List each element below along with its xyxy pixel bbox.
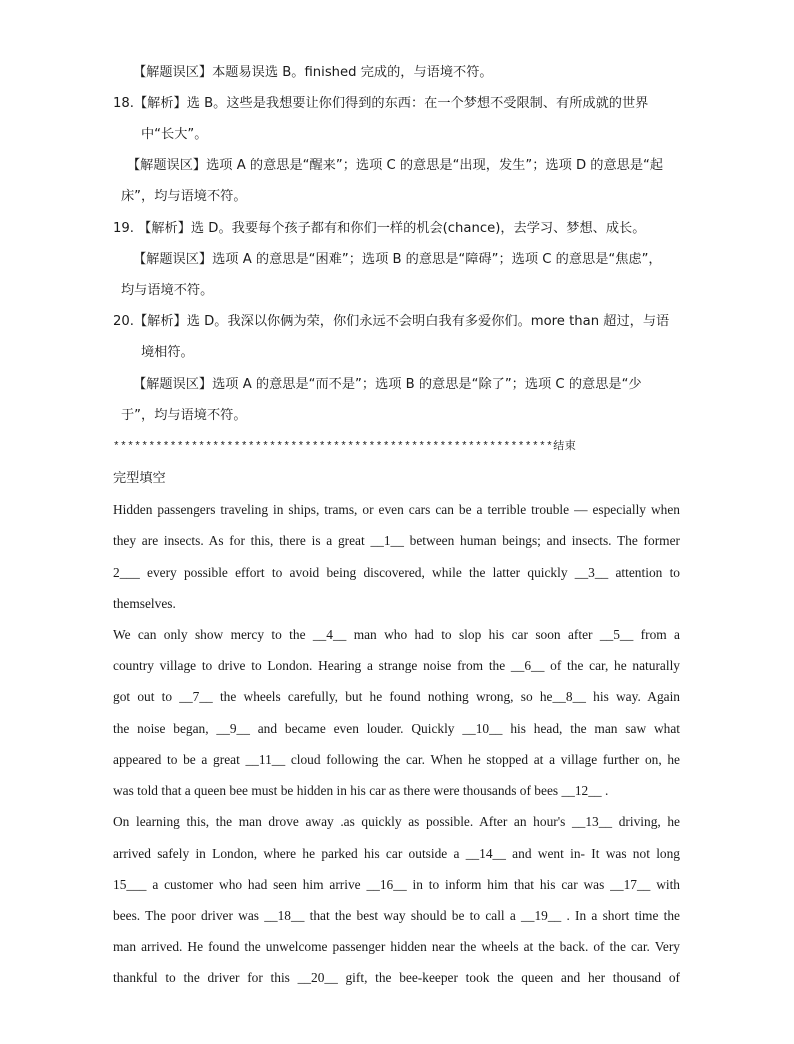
explanation-line: 均与语境不符。	[121, 283, 214, 298]
passage-line: bees. The poor driver was __18__ that the best way should be to call a __19__ . In a short time the	[113, 908, 680, 923]
explanation-line: 中“长大”。	[141, 127, 208, 142]
end-divider: **************************************************************结束	[113, 441, 577, 453]
explanation-line: 【解题误区】选项 A 的意思是“而不是”；选项 B 的意思是“除了”；选项 C 的意思是“少	[133, 377, 642, 392]
passage-line: We can only show mercy to the __4__ man who had to slop his car soon after __5__ from a	[113, 627, 680, 642]
explanation-line: 【解题误区】选项 A 的意思是“醒来”；选项 C 的意思是“出现，发生”；选项 D 的意思是“起	[127, 158, 664, 173]
passage-line: country village to drive to London. Hearing a strange noise from the __6__ of the car, he naturally	[113, 658, 680, 673]
passage-line: 2___ every possible effort to avoid being discovered, while the latter quickly __3__ attention to	[113, 565, 680, 580]
passage-line: On learning this, the man drove away .as quickly as possible. After an hour's __13__ driving, he	[113, 814, 680, 829]
explanation-line: 【解题误区】选项 A 的意思是“困难”；选项 B 的意思是“障碍”；选项 C 的意思是“焦虑”，	[133, 252, 662, 267]
passage-line: the noise began, __9__ and became even louder. Quickly __10__ his head, the man saw what	[113, 721, 680, 736]
passage-line: Hidden passengers traveling in ships, trams, or even cars can be a terrible trouble — especially when	[113, 502, 680, 517]
explanation-line: 18.【解析】选 B。这些是我想要让你们得到的东西：在一个梦想不受限制、有所成就的世界	[113, 96, 649, 111]
explanation-line: 境相符。	[141, 345, 194, 360]
passage-line: was told that a queen bee must be hidden in his car as there were thousands of bees __12__ .	[113, 783, 609, 798]
passage-line: 15___ a customer who had seen him arrive __16__ in to inform him that his car was __17__ with	[113, 877, 680, 892]
explanation-line: 床”，均与语境不符。	[121, 189, 247, 204]
explanation-line: 19. 【解析】选 D。我要每个孩子都有和你们一样的机会(chance)，去学习、梦想、成长。	[113, 221, 646, 236]
explanation-line: 【解题误区】本题易误选 B。finished 完成的，与语境不符。	[133, 65, 493, 80]
passage-line: themselves.	[113, 596, 176, 611]
passage-line: they are insects. As for this, there is a great __1__ between human beings; and insects. The former	[113, 533, 680, 548]
passage-line: thankful to the driver for this __20__ gift, the bee-keeper took the queen and her thousand of	[113, 970, 680, 985]
section-title: 完型填空	[113, 471, 166, 486]
passage-line: man arrived. He found the unwelcome passenger hidden near the wheels at the back. of the car. Very	[113, 939, 680, 954]
explanation-line: 20.【解析】选 D。我深以你俩为荣，你们永远不会明白我有多爱你们。more than 超过，与语	[113, 314, 670, 329]
explanation-line: 于”，均与语境不符。	[121, 408, 247, 423]
passage-line: got out to __7__ the wheels carefully, but he found nothing wrong, so he__8__ his way. Again	[113, 689, 680, 704]
passage-line: arrived safely in London, where he parked his car outside a __14__ and went in- It was not long	[113, 846, 680, 861]
passage-line: appeared to be a great __11__ cloud following the car. When he stopped at a village further on, he	[113, 752, 680, 767]
